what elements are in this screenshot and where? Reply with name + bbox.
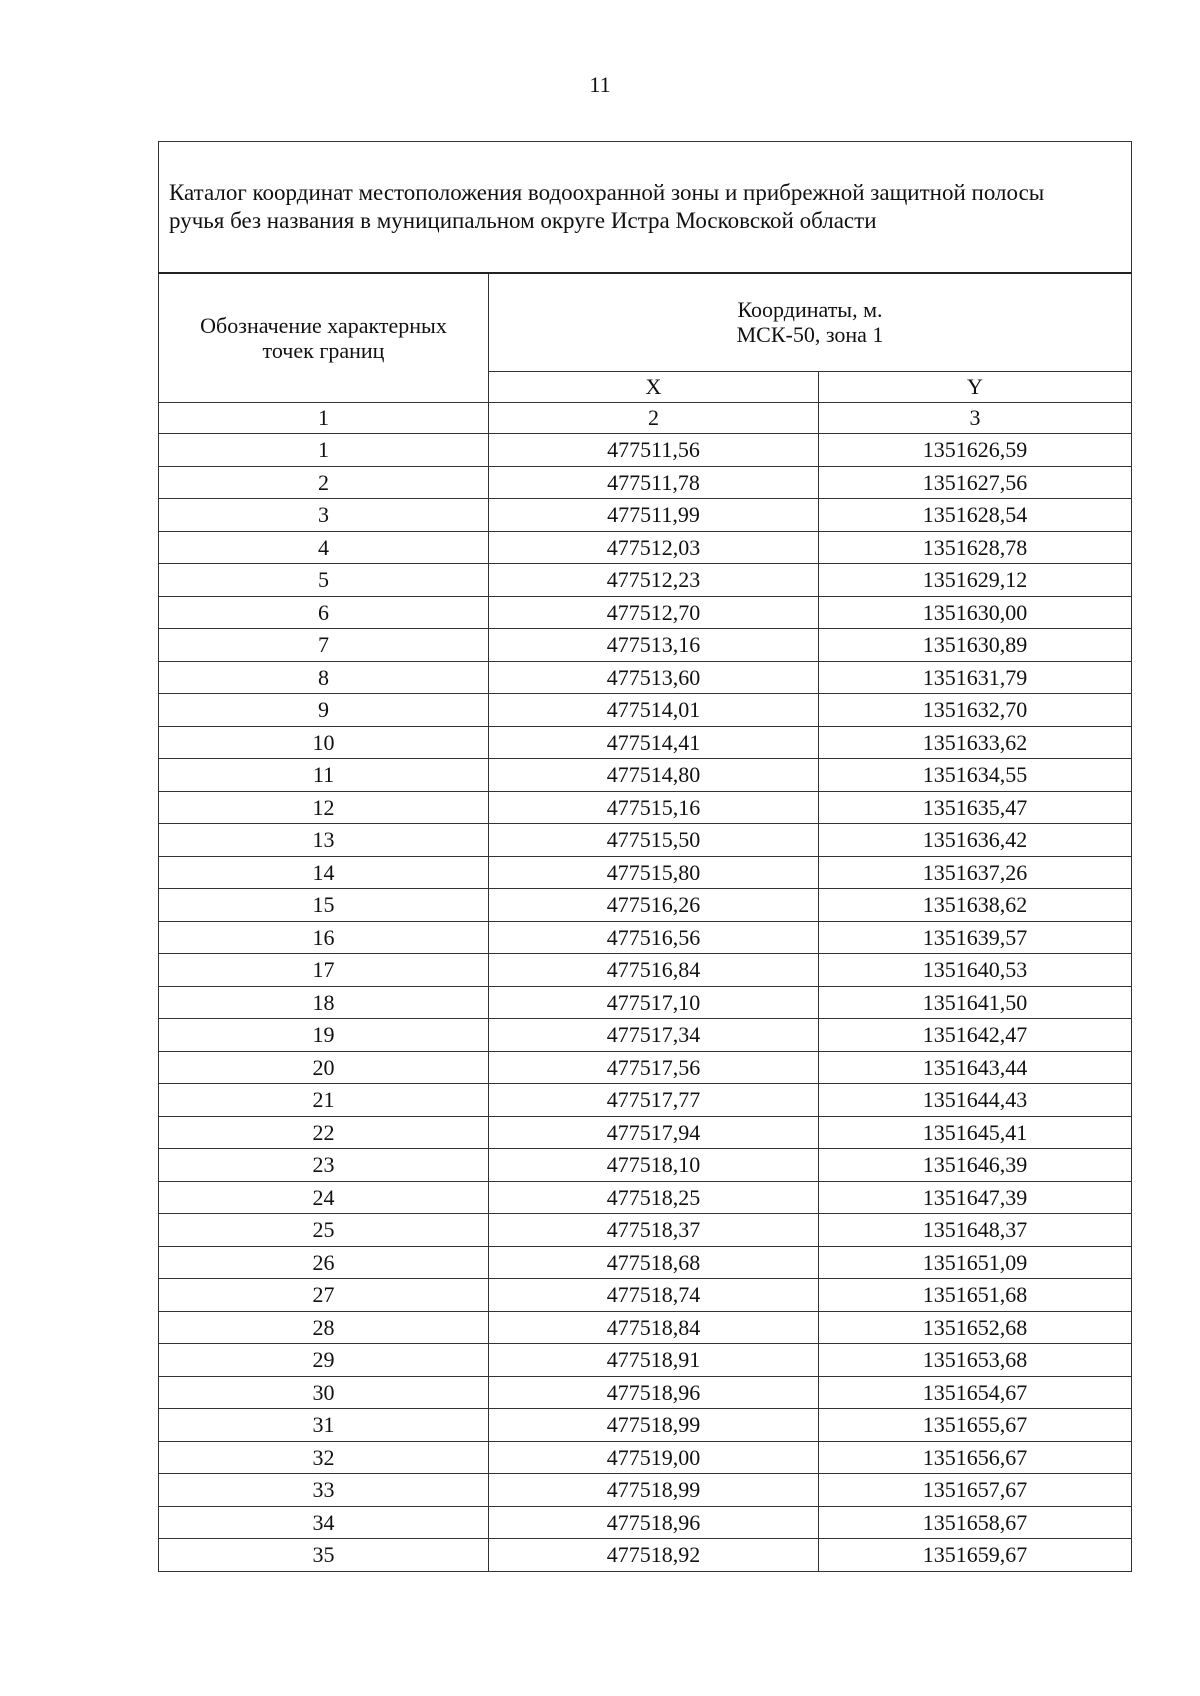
table-row	[159, 954, 1132, 987]
point-cell: 5	[159, 564, 489, 597]
table-row	[159, 531, 1132, 564]
x-coordinate-cell: 477518,92	[489, 1539, 819, 1572]
table-row	[159, 564, 1132, 597]
point-cell: 20	[159, 1051, 489, 1084]
y-coordinate-cell: 1351658,67	[819, 1506, 1132, 1539]
x-coordinate-cell: 477512,23	[489, 564, 819, 597]
table-row	[159, 726, 1132, 759]
point-cell: 4	[159, 531, 489, 564]
page-number: 11	[589, 72, 611, 97]
point-cell: 11	[159, 759, 489, 792]
x-coordinate-cell: 477517,34	[489, 1019, 819, 1052]
y-coordinate-cell: 1351640,53	[819, 954, 1132, 987]
y-coordinate-cell: 1351638,62	[819, 889, 1132, 922]
table-row	[159, 1051, 1132, 1084]
coordinates-header-line2: МСК-50, зона 1	[736, 322, 884, 348]
points-header-line1: Обозначение характерных	[200, 312, 447, 338]
x-coordinate-cell: 477511,78	[489, 466, 819, 499]
y-coordinate-cell: 1351642,47	[819, 1019, 1132, 1052]
x-coordinate-cell: 477518,91	[489, 1344, 819, 1377]
table-row	[159, 1441, 1132, 1474]
y-coordinate-cell: 1351654,67	[819, 1376, 1132, 1409]
y-coordinate-cell: 1351659,67	[819, 1539, 1132, 1572]
x-coordinate-cell: 477514,41	[489, 726, 819, 759]
y-coordinate-cell: 1351628,54	[819, 499, 1132, 532]
table-row	[159, 1539, 1132, 1572]
y-coordinate-cell: 1351627,56	[819, 466, 1132, 499]
y-coordinate-cell: 1351647,39	[819, 1181, 1132, 1214]
table-row	[159, 759, 1132, 792]
point-cell: 26	[159, 1246, 489, 1279]
y-coordinate-cell: 1351630,00	[819, 596, 1132, 629]
catalog-title	[159, 142, 1132, 274]
table-row	[159, 1279, 1132, 1312]
table-row	[159, 499, 1132, 532]
y-coordinate-cell: 1351632,70	[819, 694, 1132, 727]
point-cell: 34	[159, 1506, 489, 1539]
point-cell: 8	[159, 661, 489, 694]
coordinates-catalog-table	[158, 141, 1132, 1572]
table-row	[159, 1311, 1132, 1344]
column-number-3: 3	[819, 403, 1132, 434]
y-coordinate-cell: 1351633,62	[819, 726, 1132, 759]
point-cell: 15	[159, 889, 489, 922]
table-row	[159, 921, 1132, 954]
table-row	[159, 1084, 1132, 1117]
x-coordinate-cell: 477512,70	[489, 596, 819, 629]
point-cell: 9	[159, 694, 489, 727]
catalog-title-line2: ручья без названия в муниципальном округе Истра Московской области	[169, 208, 877, 233]
table-row	[159, 986, 1132, 1019]
x-coordinate-cell: 477516,84	[489, 954, 819, 987]
point-cell: 27	[159, 1279, 489, 1312]
points-header-line2: точек границ	[262, 338, 385, 363]
table-row	[159, 434, 1132, 467]
y-coordinate-cell: 1351635,47	[819, 791, 1132, 824]
table-row	[159, 1246, 1132, 1279]
table-row	[159, 466, 1132, 499]
x-coordinate-cell: 477518,99	[489, 1409, 819, 1442]
x-coordinate-cell: 477513,16	[489, 629, 819, 662]
header-row	[159, 273, 1132, 371]
x-coordinate-cell: 477511,99	[489, 499, 819, 532]
x-coordinate-cell: 477517,56	[489, 1051, 819, 1084]
point-cell: 31	[159, 1409, 489, 1442]
table-row	[159, 1474, 1132, 1507]
point-cell: 23	[159, 1149, 489, 1182]
table-row	[159, 629, 1132, 662]
x-coordinate-cell: 477516,26	[489, 889, 819, 922]
x-coordinate-cell: 477518,96	[489, 1506, 819, 1539]
y-coordinate-cell: 1351626,59	[819, 434, 1132, 467]
x-coordinate-cell: 477515,80	[489, 856, 819, 889]
point-cell: 28	[159, 1311, 489, 1344]
y-coordinate-cell: 1351630,89	[819, 629, 1132, 662]
title-row	[159, 142, 1132, 274]
table-row	[159, 1409, 1132, 1442]
coordinates-header	[489, 273, 1132, 371]
y-coordinate-cell: 1351636,42	[819, 824, 1132, 857]
x-coordinate-cell: 477518,10	[489, 1149, 819, 1182]
y-coordinate-cell: 1351651,68	[819, 1279, 1132, 1312]
column-number-2: 2	[489, 403, 819, 434]
column-number-1: 1	[159, 403, 489, 434]
y-coordinate-cell: 1351652,68	[819, 1311, 1132, 1344]
point-cell: 2	[159, 466, 489, 499]
x-coordinate-cell: 477513,60	[489, 661, 819, 694]
table-row	[159, 1214, 1132, 1247]
y-coordinate-cell: 1351629,12	[819, 564, 1132, 597]
point-cell: 16	[159, 921, 489, 954]
y-column-header: Y	[819, 371, 1132, 402]
point-cell: 17	[159, 954, 489, 987]
x-coordinate-cell: 477518,25	[489, 1181, 819, 1214]
point-cell: 12	[159, 791, 489, 824]
y-coordinate-cell: 1351648,37	[819, 1214, 1132, 1247]
y-coordinate-cell: 1351645,41	[819, 1116, 1132, 1149]
table-row	[159, 1181, 1132, 1214]
y-coordinate-cell: 1351628,78	[819, 531, 1132, 564]
point-cell: 29	[159, 1344, 489, 1377]
point-cell: 32	[159, 1441, 489, 1474]
point-cell: 6	[159, 596, 489, 629]
y-coordinate-cell: 1351637,26	[819, 856, 1132, 889]
x-coordinate-cell: 477517,94	[489, 1116, 819, 1149]
y-coordinate-cell: 1351653,68	[819, 1344, 1132, 1377]
table-row	[159, 1376, 1132, 1409]
y-coordinate-cell: 1351646,39	[819, 1149, 1132, 1182]
x-coordinate-cell: 477518,74	[489, 1279, 819, 1312]
point-cell: 21	[159, 1084, 489, 1117]
y-coordinate-cell: 1351644,43	[819, 1084, 1132, 1117]
y-coordinate-cell: 1351631,79	[819, 661, 1132, 694]
x-coordinate-cell: 477514,01	[489, 694, 819, 727]
x-coordinate-cell: 477514,80	[489, 759, 819, 792]
x-coordinate-cell: 477518,68	[489, 1246, 819, 1279]
column-number-row	[159, 403, 1132, 434]
table-row	[159, 856, 1132, 889]
points-column-header	[159, 273, 489, 403]
y-coordinate-cell: 1351643,44	[819, 1051, 1132, 1084]
point-cell: 10	[159, 726, 489, 759]
x-coordinate-cell: 477518,37	[489, 1214, 819, 1247]
x-coordinate-cell: 477518,84	[489, 1311, 819, 1344]
table-row	[159, 1019, 1132, 1052]
point-cell: 22	[159, 1116, 489, 1149]
coordinates-header-line1: Координаты, м.	[737, 297, 883, 323]
x-coordinate-cell: 477515,16	[489, 791, 819, 824]
table-row	[159, 1116, 1132, 1149]
y-coordinate-cell: 1351639,57	[819, 921, 1132, 954]
point-cell: 3	[159, 499, 489, 532]
point-cell: 30	[159, 1376, 489, 1409]
table-row	[159, 661, 1132, 694]
x-coordinate-cell: 477512,03	[489, 531, 819, 564]
point-cell: 13	[159, 824, 489, 857]
x-coordinate-cell: 477517,10	[489, 986, 819, 1019]
x-coordinate-cell: 477518,96	[489, 1376, 819, 1409]
x-coordinate-cell: 477511,56	[489, 434, 819, 467]
point-cell: 25	[159, 1214, 489, 1247]
catalog-title-line1: Каталог координат местоположения водоохранной зоны и прибрежной защитной полосы	[169, 180, 1045, 206]
x-coordinate-cell: 477519,00	[489, 1441, 819, 1474]
x-coordinate-cell: 477517,77	[489, 1084, 819, 1117]
point-cell: 19	[159, 1019, 489, 1052]
y-coordinate-cell: 1351655,67	[819, 1409, 1132, 1442]
x-coordinate-cell: 477518,99	[489, 1474, 819, 1507]
x-coordinate-cell: 477515,50	[489, 824, 819, 857]
table-row	[159, 824, 1132, 857]
point-cell: 14	[159, 856, 489, 889]
y-coordinate-cell: 1351656,67	[819, 1441, 1132, 1474]
table-row	[159, 791, 1132, 824]
x-coordinate-cell: 477516,56	[489, 921, 819, 954]
x-column-header: X	[489, 371, 819, 402]
y-coordinate-cell: 1351641,50	[819, 986, 1132, 1019]
table-row	[159, 1506, 1132, 1539]
y-coordinate-cell: 1351657,67	[819, 1474, 1132, 1507]
point-cell: 18	[159, 986, 489, 1019]
point-cell: 35	[159, 1539, 489, 1572]
table-row	[159, 596, 1132, 629]
table-row	[159, 694, 1132, 727]
point-cell: 7	[159, 629, 489, 662]
point-cell: 33	[159, 1474, 489, 1507]
table-row	[159, 889, 1132, 922]
table-row	[159, 1149, 1132, 1182]
table-row	[159, 1344, 1132, 1377]
y-coordinate-cell: 1351651,09	[819, 1246, 1132, 1279]
y-coordinate-cell: 1351634,55	[819, 759, 1132, 792]
point-cell: 1	[159, 434, 489, 467]
point-cell: 24	[159, 1181, 489, 1214]
